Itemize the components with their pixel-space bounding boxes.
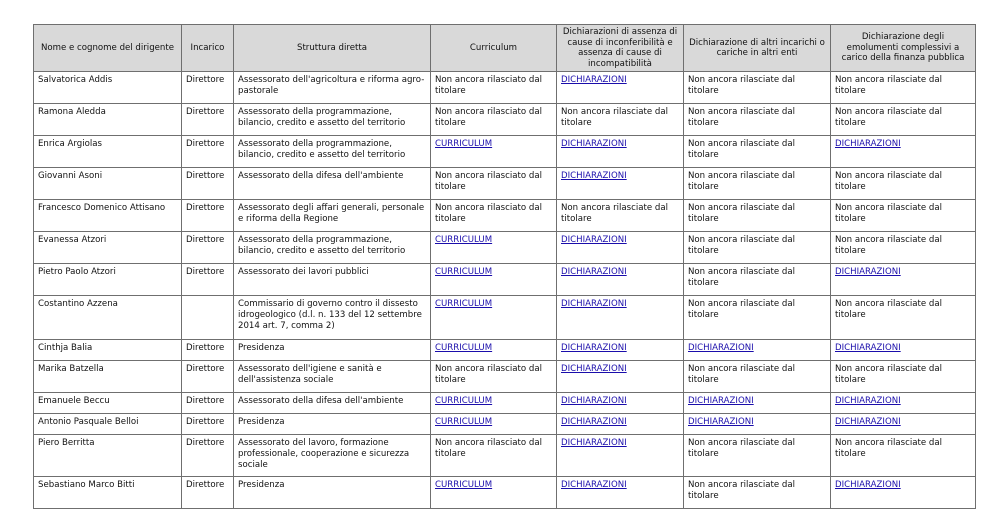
altri-incarichi-link[interactable]: DICHIARAZIONI (688, 343, 754, 354)
emolumenti-status-text: Non ancora rilasciate dal titolare (835, 203, 943, 224)
altri-incarichi-status-text: Non ancora rilasciate dal titolare (688, 235, 796, 256)
cell-struttura: Assessorato del lavoro, formazione professionale, cooperazione e sicurezza sociale (234, 435, 431, 477)
cell-inconferibilita (557, 264, 684, 296)
cell-incarico: Direttore (182, 340, 234, 361)
curriculum-link[interactable]: CURRICULUM (435, 417, 493, 428)
cell-incarico: Direttore (182, 435, 234, 477)
inconferibilita-link[interactable]: DICHIARAZIONI (561, 480, 627, 491)
cell-struttura: Presidenza (234, 477, 431, 509)
cell-inconferibilita (557, 136, 684, 168)
cell-curriculum (431, 200, 557, 232)
cell-altri-incarichi (684, 435, 831, 477)
inconferibilita-link[interactable]: DICHIARAZIONI (561, 235, 627, 246)
cell-emolumenti (831, 340, 976, 361)
table-row (34, 414, 976, 435)
cell-inconferibilita (557, 104, 684, 136)
header-incarico: Incarico (182, 25, 234, 72)
cell-altri-incarichi (684, 232, 831, 264)
cell-nome: Marika Batzella (34, 361, 182, 393)
emolumenti-status-text: Non ancora rilasciate dal titolare (835, 235, 943, 256)
inconferibilita-link[interactable]: DICHIARAZIONI (561, 171, 627, 182)
curriculum-link[interactable]: CURRICULUM (435, 235, 493, 246)
cell-inconferibilita (557, 435, 684, 477)
inconferibilita-link[interactable]: DICHIARAZIONI (561, 75, 627, 86)
table-row (34, 477, 976, 509)
cell-emolumenti (831, 393, 976, 414)
inconferibilita-link[interactable]: DICHIARAZIONI (561, 396, 627, 407)
emolumenti-link[interactable]: DICHIARAZIONI (835, 139, 901, 150)
cell-altri-incarichi (684, 264, 831, 296)
table-row (34, 104, 976, 136)
emolumenti-link[interactable]: DICHIARAZIONI (835, 480, 901, 491)
cell-inconferibilita (557, 168, 684, 200)
cell-struttura: Assessorato dell'agricoltura e riforma agro-pastorale (234, 72, 431, 104)
table-body (34, 72, 976, 509)
inconferibilita-status-text: Non ancora rilasciate dal titolare (561, 203, 669, 224)
cell-emolumenti (831, 200, 976, 232)
table-row (34, 72, 976, 104)
table-row (34, 296, 976, 340)
cell-altri-incarichi (684, 296, 831, 340)
header-curriculum: Curriculum (431, 25, 557, 72)
table-row (34, 264, 976, 296)
cell-nome: Cinthja Balia (34, 340, 182, 361)
emolumenti-link[interactable]: DICHIARAZIONI (835, 267, 901, 278)
curriculum-link[interactable]: CURRICULUM (435, 299, 493, 310)
curriculum-link[interactable]: CURRICULUM (435, 343, 493, 354)
cell-altri-incarichi (684, 361, 831, 393)
cell-curriculum (431, 435, 557, 477)
emolumenti-link[interactable]: DICHIARAZIONI (835, 343, 901, 354)
altri-incarichi-status-text: Non ancora rilasciate dal titolare (688, 299, 796, 320)
emolumenti-status-text: Non ancora rilasciate dal titolare (835, 364, 943, 385)
cell-curriculum (431, 361, 557, 393)
cell-curriculum (431, 136, 557, 168)
emolumenti-status-text: Non ancora rilasciate dal titolare (835, 75, 943, 96)
cell-incarico: Direttore (182, 104, 234, 136)
cell-incarico: Direttore (182, 393, 234, 414)
emolumenti-link[interactable]: DICHIARAZIONI (835, 417, 901, 428)
cell-curriculum (431, 72, 557, 104)
cell-altri-incarichi (684, 104, 831, 136)
cell-emolumenti (831, 477, 976, 509)
cell-curriculum (431, 414, 557, 435)
cell-nome: Antonio Pasquale Belloi (34, 414, 182, 435)
cell-emolumenti (831, 361, 976, 393)
cell-emolumenti (831, 136, 976, 168)
cell-incarico: Direttore (182, 414, 234, 435)
cell-inconferibilita (557, 477, 684, 509)
cell-nome: Giovanni Asoni (34, 168, 182, 200)
cell-nome: Evanessa Atzori (34, 232, 182, 264)
cell-incarico: Direttore (182, 136, 234, 168)
cell-incarico: Direttore (182, 200, 234, 232)
inconferibilita-link[interactable]: DICHIARAZIONI (561, 139, 627, 150)
cell-nome: Pietro Paolo Atzori (34, 264, 182, 296)
curriculum-status-text: Non ancora rilasciato dal titolare (435, 75, 542, 96)
cell-nome: Francesco Domenico Attisano (34, 200, 182, 232)
cell-curriculum (431, 168, 557, 200)
cell-emolumenti (831, 168, 976, 200)
cell-struttura: Assessorato della programmazione, bilancio, credito e assetto del territorio (234, 136, 431, 168)
header-inconferibilita: Dichiarazioni di assenza di cause di inconferibilità e assenza di cause di incompatibilità (557, 25, 684, 72)
table-row (34, 393, 976, 414)
cell-incarico (182, 296, 234, 340)
inconferibilita-link[interactable]: DICHIARAZIONI (561, 438, 627, 449)
cell-struttura: Assessorato dell'igiene e sanità e dell'assistenza sociale (234, 361, 431, 393)
cell-nome: Piero Berritta (34, 435, 182, 477)
inconferibilita-status-text: Non ancora rilasciate dal titolare (561, 107, 669, 128)
cell-curriculum (431, 104, 557, 136)
emolumenti-status-text: Non ancora rilasciate dal titolare (835, 299, 943, 320)
inconferibilita-link[interactable]: DICHIARAZIONI (561, 267, 627, 278)
table-row (34, 340, 976, 361)
altri-incarichi-link[interactable]: DICHIARAZIONI (688, 396, 754, 407)
cell-emolumenti (831, 296, 976, 340)
header-struttura: Struttura diretta (234, 25, 431, 72)
emolumenti-status-text: Non ancora rilasciate dal titolare (835, 438, 943, 459)
cell-emolumenti (831, 414, 976, 435)
cell-emolumenti (831, 435, 976, 477)
cell-emolumenti (831, 104, 976, 136)
cell-struttura: Assessorato degli affari generali, personale e riforma della Regione (234, 200, 431, 232)
cell-struttura: Assessorato della programmazione, bilancio, credito e assetto del territorio (234, 104, 431, 136)
cell-nome: Salvatorica Addis (34, 72, 182, 104)
cell-struttura: Presidenza (234, 340, 431, 361)
cell-incarico: Direttore (182, 361, 234, 393)
cell-struttura: Assessorato della difesa dell'ambiente (234, 168, 431, 200)
curriculum-status-text: Non ancora rilasciato dal titolare (435, 438, 542, 459)
cell-nome: Costantino Azzena (34, 296, 182, 340)
cell-incarico: Direttore (182, 232, 234, 264)
cell-inconferibilita (557, 414, 684, 435)
cell-inconferibilita (557, 200, 684, 232)
emolumenti-status-text: Non ancora rilasciate dal titolare (835, 171, 943, 192)
altri-incarichi-status-text: Non ancora rilasciate dal titolare (688, 139, 796, 160)
altri-incarichi-status-text: Non ancora rilasciate dal titolare (688, 75, 796, 96)
cell-inconferibilita (557, 72, 684, 104)
curriculum-link[interactable]: CURRICULUM (435, 396, 493, 407)
curriculum-status-text: Non ancora rilasciato dal titolare (435, 203, 542, 224)
altri-incarichi-status-text: Non ancora rilasciate dal titolare (688, 364, 796, 385)
cell-struttura: Assessorato dei lavori pubblici (234, 264, 431, 296)
table-row (34, 136, 976, 168)
curriculum-link[interactable]: CURRICULUM (435, 139, 493, 150)
inconferibilita-link[interactable]: DICHIARAZIONI (561, 343, 627, 354)
inconferibilita-link[interactable]: DICHIARAZIONI (561, 417, 627, 428)
table-row (34, 232, 976, 264)
cell-altri-incarichi (684, 200, 831, 232)
cell-inconferibilita (557, 340, 684, 361)
cell-inconferibilita (557, 296, 684, 340)
cell-curriculum (431, 232, 557, 264)
header-nome: Nome e cognome del dirigente (34, 25, 182, 72)
cell-nome: Ramona Aledda (34, 104, 182, 136)
curriculum-status-text: Non ancora rilasciato dal titolare (435, 107, 542, 128)
cell-curriculum (431, 393, 557, 414)
emolumenti-link[interactable]: DICHIARAZIONI (835, 396, 901, 407)
altri-incarichi-status-text: Non ancora rilasciate dal titolare (688, 480, 796, 501)
cell-incarico: Direttore (182, 477, 234, 509)
altri-incarichi-status-text: Non ancora rilasciate dal titolare (688, 438, 796, 459)
cell-nome: Sebastiano Marco Bitti (34, 477, 182, 509)
curriculum-link[interactable]: CURRICULUM (435, 267, 493, 278)
table-row (34, 435, 976, 477)
cell-incarico: Direttore (182, 72, 234, 104)
cell-inconferibilita (557, 393, 684, 414)
cell-nome: Enrica Argiolas (34, 136, 182, 168)
cell-curriculum (431, 296, 557, 340)
cell-emolumenti (831, 264, 976, 296)
altri-incarichi-status-text: Non ancora rilasciate dal titolare (688, 267, 796, 288)
curriculum-link[interactable]: CURRICULUM (435, 480, 493, 491)
cell-emolumenti (831, 232, 976, 264)
cell-emolumenti (831, 72, 976, 104)
cell-struttura: Presidenza (234, 414, 431, 435)
table-row (34, 200, 976, 232)
cell-inconferibilita (557, 361, 684, 393)
altri-incarichi-link[interactable]: DICHIARAZIONI (688, 417, 754, 428)
altri-incarichi-status-text: Non ancora rilasciate dal titolare (688, 171, 796, 192)
altri-incarichi-status-text: Non ancora rilasciate dal titolare (688, 107, 796, 128)
altri-incarichi-status-text: Non ancora rilasciate dal titolare (688, 203, 796, 224)
cell-inconferibilita (557, 232, 684, 264)
header-emolumenti: Dichiarazione degli emolumenti complessivi a carico della finanza pubblica (831, 25, 976, 72)
cell-incarico: Direttore (182, 264, 234, 296)
cell-altri-incarichi (684, 340, 831, 361)
inconferibilita-link[interactable]: DICHIARAZIONI (561, 364, 627, 375)
cell-altri-incarichi (684, 136, 831, 168)
header-altri-incarichi: Dichiarazione di altri incarichi o cariche in altri enti (684, 25, 831, 72)
table-row (34, 361, 976, 393)
cell-altri-incarichi (684, 72, 831, 104)
cell-nome: Emanuele Beccu (34, 393, 182, 414)
table-row (34, 168, 976, 200)
curriculum-status-text: Non ancora rilasciato dal titolare (435, 171, 542, 192)
cell-altri-incarichi (684, 393, 831, 414)
inconferibilita-link[interactable]: DICHIARAZIONI (561, 299, 627, 310)
table-header-row (34, 25, 976, 72)
dirigenti-table (33, 24, 976, 509)
cell-incarico: Direttore (182, 168, 234, 200)
cell-curriculum (431, 264, 557, 296)
emolumenti-status-text: Non ancora rilasciate dal titolare (835, 107, 943, 128)
cell-curriculum (431, 340, 557, 361)
cell-struttura: Assessorato della difesa dell'ambiente (234, 393, 431, 414)
cell-curriculum (431, 477, 557, 509)
curriculum-status-text: Non ancora rilasciato dal titolare (435, 364, 542, 385)
cell-altri-incarichi (684, 477, 831, 509)
cell-struttura: Commissario di governo contro il dissesto idrogeologico (d.l. n. 133 del 12 settembre 2014 art. 7, comma 2) (234, 296, 431, 340)
cell-altri-incarichi (684, 414, 831, 435)
cell-struttura: Assessorato della programmazione, bilancio, credito e assetto del territorio (234, 232, 431, 264)
cell-altri-incarichi (684, 168, 831, 200)
